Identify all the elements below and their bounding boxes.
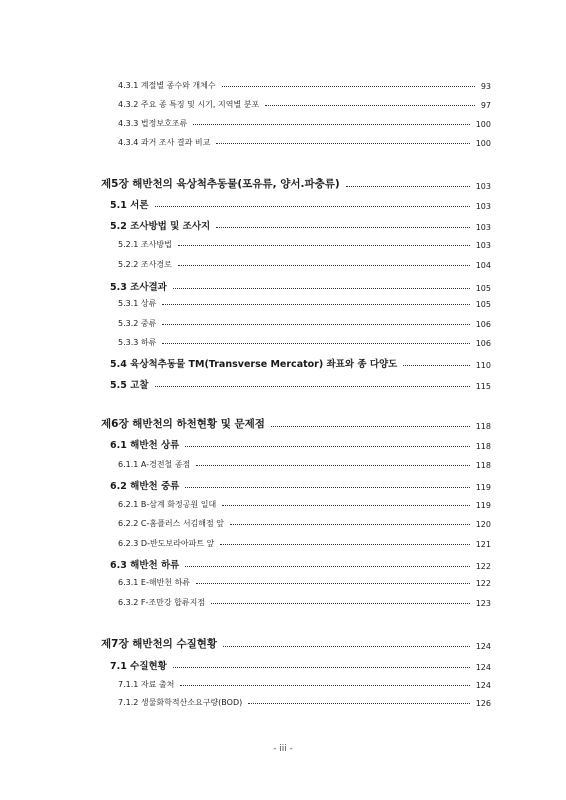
dot-leader xyxy=(185,446,469,447)
toc-entry-text: 주요 종 특징 및 시기, 지역별 분포 xyxy=(140,100,260,109)
toc-entry-label xyxy=(118,80,216,91)
toc-entry-title: 5.2 xyxy=(110,221,127,232)
toc-entry-label xyxy=(118,577,190,588)
toc-entry-label xyxy=(110,218,210,232)
toc-page-number: 120 xyxy=(475,520,491,529)
toc-page-number: 104 xyxy=(475,261,491,270)
toc-page-number: 100 xyxy=(475,139,491,148)
toc-entry-label xyxy=(110,478,179,492)
toc-entry xyxy=(118,80,491,91)
dot-leader xyxy=(222,86,475,87)
toc-entry-text: 하류 xyxy=(140,338,157,347)
toc-entry xyxy=(118,679,491,690)
toc-entry-title: 4.3.2 xyxy=(118,100,139,109)
toc-entry-label xyxy=(110,279,167,293)
toc-entry-title: 6.3 xyxy=(110,560,127,571)
dot-leader xyxy=(230,524,470,525)
toc-entry-text: 육상척추동물 TM(Transverse Mercator) 좌표와 종 다양도 xyxy=(130,359,398,370)
toc-page-number: 103 xyxy=(475,202,491,211)
toc-page-number: 100 xyxy=(475,120,491,129)
toc-entry-title: 6.3.2 xyxy=(118,598,139,607)
toc-page-number: 103 xyxy=(475,223,491,232)
toc-entry-label xyxy=(118,538,214,549)
toc-entry-label xyxy=(118,259,172,270)
toc-entry-title: 5.3.1 xyxy=(118,299,139,308)
toc-entry-text: 서론 xyxy=(130,200,149,211)
toc-entry-text: 해반천의 하천현황 및 문제점 xyxy=(132,418,265,430)
dot-leader xyxy=(173,288,470,289)
dot-leader xyxy=(155,386,470,387)
toc-entry-text: 조사경로 xyxy=(140,260,172,269)
toc-entry-label xyxy=(101,176,340,191)
toc-entry-label xyxy=(118,679,174,690)
toc-entry-text: 조사방법 및 조사지 xyxy=(130,221,211,232)
toc-entry xyxy=(118,318,491,329)
toc-entry-title: 제5장 xyxy=(101,178,129,190)
dot-leader xyxy=(220,544,469,545)
toc-entry-title: 6.3.1 xyxy=(118,578,139,587)
toc-entry-label xyxy=(118,499,216,510)
toc-entry-label xyxy=(110,356,397,370)
toc-entry-title: 5.1 xyxy=(110,200,127,211)
toc-entry xyxy=(118,577,491,588)
toc-entry-title: 6.2 xyxy=(110,481,127,492)
toc-page-number: 105 xyxy=(475,300,491,309)
toc-entry-text: B-삼계 화정공원 일대 xyxy=(140,500,217,509)
toc-page-number: 124 xyxy=(475,663,491,672)
toc-entry xyxy=(110,478,491,492)
dot-leader xyxy=(178,265,470,266)
toc-entry-label xyxy=(110,377,149,391)
toc-entry-text: 중류 xyxy=(140,319,157,328)
toc-entry-title: 제7장 xyxy=(101,638,129,650)
toc-entry-title: 5.5 xyxy=(110,380,127,391)
toc-entry-title: 4.3.1 xyxy=(118,81,139,90)
toc-page-number: 103 xyxy=(475,241,491,250)
toc-page-number: 106 xyxy=(475,320,491,329)
toc-entry-label xyxy=(118,337,156,348)
dot-leader xyxy=(180,685,469,686)
toc-entry xyxy=(101,636,491,651)
toc-entry-text: A-경전철 종점 xyxy=(140,460,191,469)
dot-leader xyxy=(248,703,469,704)
toc-entry xyxy=(118,459,491,470)
dot-leader xyxy=(196,583,470,584)
toc-entry xyxy=(118,518,491,529)
toc-entry-text: 고찰 xyxy=(130,380,149,391)
toc-page-number: 105 xyxy=(475,284,491,293)
toc-entry-title: 제6장 xyxy=(101,418,129,430)
toc-entry-text: 해반천 상류 xyxy=(130,440,180,451)
toc-entry xyxy=(110,279,491,293)
dot-leader xyxy=(193,124,469,125)
toc-entry-label xyxy=(118,137,210,148)
toc-entry xyxy=(110,356,491,370)
dot-leader xyxy=(223,646,470,647)
toc-entry-title: 5.3.2 xyxy=(118,319,139,328)
dot-leader xyxy=(346,186,470,187)
toc-page-number: 124 xyxy=(475,681,491,690)
toc-entry-title: 6.2.1 xyxy=(118,500,139,509)
toc-page-number: 118 xyxy=(475,422,491,431)
toc-entry-text: 조사결과 xyxy=(130,282,167,293)
dot-leader xyxy=(271,426,470,427)
toc-entry-text: 조사방법 xyxy=(140,240,172,249)
toc-page-number: 119 xyxy=(475,501,491,510)
toc-entry xyxy=(118,499,491,510)
toc-entry xyxy=(118,298,491,309)
toc-entry-text: 해반천 중류 xyxy=(130,481,180,492)
toc-entry-label xyxy=(118,318,156,329)
toc-entry-label xyxy=(118,597,205,608)
toc-page-number: 118 xyxy=(475,442,491,451)
toc-entry xyxy=(110,197,491,211)
toc-page-number: 124 xyxy=(475,642,491,651)
toc-entry-label xyxy=(101,636,217,651)
toc-entry-label xyxy=(110,557,179,571)
toc-entry-title: 6.2.2 xyxy=(118,519,139,528)
toc-entry-title: 5.2.1 xyxy=(118,240,139,249)
dot-leader xyxy=(216,143,469,144)
toc-entry xyxy=(118,99,491,110)
toc-entry-text: 해반천의 수질현황 xyxy=(132,638,218,650)
toc-entry-text: 수질현황 xyxy=(130,661,167,672)
toc-entry xyxy=(110,218,491,232)
toc-page-number: 110 xyxy=(475,361,491,370)
toc-page-number: 118 xyxy=(475,461,491,470)
toc-entry xyxy=(118,239,491,250)
dot-leader xyxy=(185,487,469,488)
dot-leader xyxy=(216,227,470,228)
toc-entry-text: F-조만강 합류지점 xyxy=(140,598,206,607)
dot-leader xyxy=(196,465,469,466)
toc-page-number: 119 xyxy=(475,483,491,492)
toc-entry-title: 5.3.3 xyxy=(118,338,139,347)
toc-entry xyxy=(110,658,491,672)
toc-entry-text: 자료 출처 xyxy=(140,680,175,689)
toc-entry-label xyxy=(110,437,179,451)
toc-entry xyxy=(110,377,491,391)
toc-page-number: 103 xyxy=(475,182,491,191)
toc-page-number: 122 xyxy=(475,562,491,571)
toc-entry-title: 7.1.2 xyxy=(118,698,139,707)
page-number: - iii - xyxy=(273,744,293,754)
dot-leader xyxy=(162,304,469,305)
dot-leader xyxy=(178,245,470,246)
toc-entry-title: 6.1 xyxy=(110,440,127,451)
toc-entry-label xyxy=(118,697,242,708)
toc-page-number: 106 xyxy=(475,339,491,348)
toc-page-number: 123 xyxy=(475,599,491,608)
toc-entry xyxy=(110,437,491,451)
toc-entry-text: C-홈플러스 서김해점 앞 xyxy=(140,519,225,528)
toc-page-number: 121 xyxy=(475,540,491,549)
toc-entry-text: 해반천의 육상척추동물(포유류, 양서.파충류) xyxy=(132,178,340,190)
toc-entry-title: 7.1 xyxy=(110,661,127,672)
toc-entry-label xyxy=(118,459,190,470)
toc-entry-text: 해반천 하류 xyxy=(130,560,180,571)
toc-entry-label xyxy=(118,298,156,309)
dot-leader xyxy=(265,105,475,106)
toc-entry-text: E-해반천 하류 xyxy=(140,578,191,587)
toc-entry-title: 4.3.4 xyxy=(118,138,139,147)
dot-leader xyxy=(185,566,469,567)
toc-page-number: 93 xyxy=(480,82,491,91)
toc-entry-title: 6.2.3 xyxy=(118,539,139,548)
toc-entry xyxy=(118,597,491,608)
toc-entry xyxy=(118,697,491,708)
toc-entry-label xyxy=(110,197,149,211)
dot-leader xyxy=(155,206,470,207)
dot-leader xyxy=(211,603,470,604)
toc-entry-label xyxy=(118,118,187,129)
toc-entry-text: D-반도보라아파트 앞 xyxy=(140,539,215,548)
toc-page-number: 115 xyxy=(475,382,491,391)
toc-entry xyxy=(110,557,491,571)
toc-page-number: 126 xyxy=(475,699,491,708)
toc-entry-title: 5.4 xyxy=(110,359,127,370)
dot-leader xyxy=(403,365,469,366)
toc-entry-text: 생물화학적산소요구량(BOD) xyxy=(140,698,243,707)
toc-entry-title: 6.1.1 xyxy=(118,460,139,469)
toc-entry xyxy=(118,118,491,129)
toc-entry xyxy=(101,176,491,191)
toc-entry-label xyxy=(101,416,265,431)
dot-leader xyxy=(162,324,469,325)
dot-leader xyxy=(162,343,469,344)
toc-entry xyxy=(118,337,491,348)
toc-page-number: 122 xyxy=(475,579,491,588)
toc-entry-label xyxy=(110,658,167,672)
toc-entry-label xyxy=(118,239,172,250)
toc-entry-text: 법정보호조류 xyxy=(140,119,188,128)
toc-entry-title: 5.2.2 xyxy=(118,260,139,269)
toc-page-number: 97 xyxy=(480,101,491,110)
toc-entry-text: 상류 xyxy=(140,299,157,308)
toc-entry-text: 계절별 종수와 개체수 xyxy=(140,81,216,90)
toc-entry xyxy=(118,137,491,148)
toc-entry xyxy=(118,538,491,549)
toc-entry-title: 7.1.1 xyxy=(118,680,139,689)
toc-entry-label xyxy=(118,99,259,110)
toc-entry-label xyxy=(118,518,224,529)
toc-entry-title: 5.3 xyxy=(110,282,127,293)
dot-leader xyxy=(222,505,470,506)
toc-entry-text: 과거 조사 결과 비교 xyxy=(140,138,211,147)
toc-entry xyxy=(101,416,491,431)
toc-entry xyxy=(118,259,491,270)
toc-entry-title: 4.3.3 xyxy=(118,119,139,128)
dot-leader xyxy=(173,667,470,668)
